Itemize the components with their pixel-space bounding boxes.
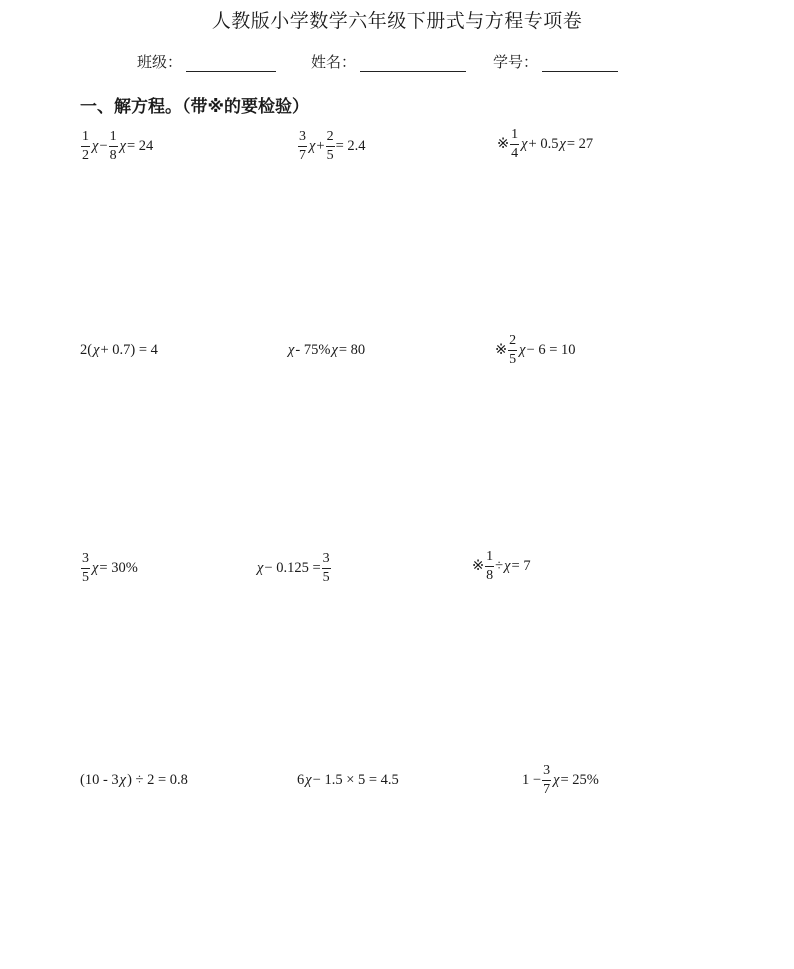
equation-5: χ - 75% χ = 80: [288, 341, 366, 358]
check-mark-icon: ※: [472, 557, 485, 574]
fraction: $\frac{2}{5}$: [509, 332, 517, 367]
equation-12: 1 − $\frac{3}{7}$ χ = 25%: [522, 762, 599, 797]
name-label: 姓名：: [311, 53, 357, 71]
fraction: $\frac{1}{4}$: [511, 126, 519, 161]
id-blank[interactable]: [542, 53, 618, 72]
equation-11: 6 χ − 1.5 × 5 = 4.5: [297, 771, 399, 788]
page-title: 人教版小学数学六年级下册式与方程专项卷: [211, 10, 583, 32]
fraction: $\frac{1}{8}$: [109, 128, 117, 163]
fraction: $\frac{3}{7}$: [543, 762, 551, 797]
id-field: [493, 51, 618, 72]
equation-6: ※ $\frac{2}{5}$ χ − 6 = 10: [495, 332, 576, 367]
equation-9: ※ $\frac{1}{8}$ ÷ χ = 7: [472, 548, 531, 583]
class-field: [137, 51, 276, 72]
equation-4: 2( χ + 0.7) = 4: [80, 341, 158, 358]
fraction: $\frac{3}{7}$: [299, 128, 306, 163]
check-mark-icon: ※: [497, 135, 510, 152]
name-blank[interactable]: [360, 53, 466, 72]
fraction: $\frac{3}{5}$: [322, 550, 330, 585]
name-field: [311, 51, 466, 72]
fraction: $\frac{1}{2}$: [82, 128, 89, 163]
equation-8: χ − 0.125 = $\frac{3}{5}$: [257, 550, 330, 585]
fraction: $\frac{2}{5}$: [326, 128, 334, 163]
equation-3: ※ $\frac{1}{4}$ χ + 0.5 χ = 27: [497, 126, 594, 161]
equation-2: $\frac{3}{7}$ χ + $\frac{2}{5}$ = 2.4: [299, 128, 366, 163]
class-label: 班级：: [137, 53, 183, 71]
class-blank[interactable]: [186, 53, 276, 72]
check-mark-icon: ※: [495, 341, 508, 358]
fraction: $\frac{3}{5}$: [82, 550, 89, 585]
id-label: 学号：: [493, 53, 539, 71]
fraction: $\frac{1}{8}$: [486, 548, 494, 583]
section-heading: 一、解方程。（带※的要检验）: [80, 97, 310, 117]
equation-1: $\frac{1}{2}$ χ − $\frac{1}{8}$ χ = 24: [82, 128, 154, 163]
equation-10: (10 - 3 χ ) ÷ 2 = 0.8: [80, 771, 188, 788]
equation-7: $\frac{3}{5}$ χ = 30%: [82, 550, 138, 585]
